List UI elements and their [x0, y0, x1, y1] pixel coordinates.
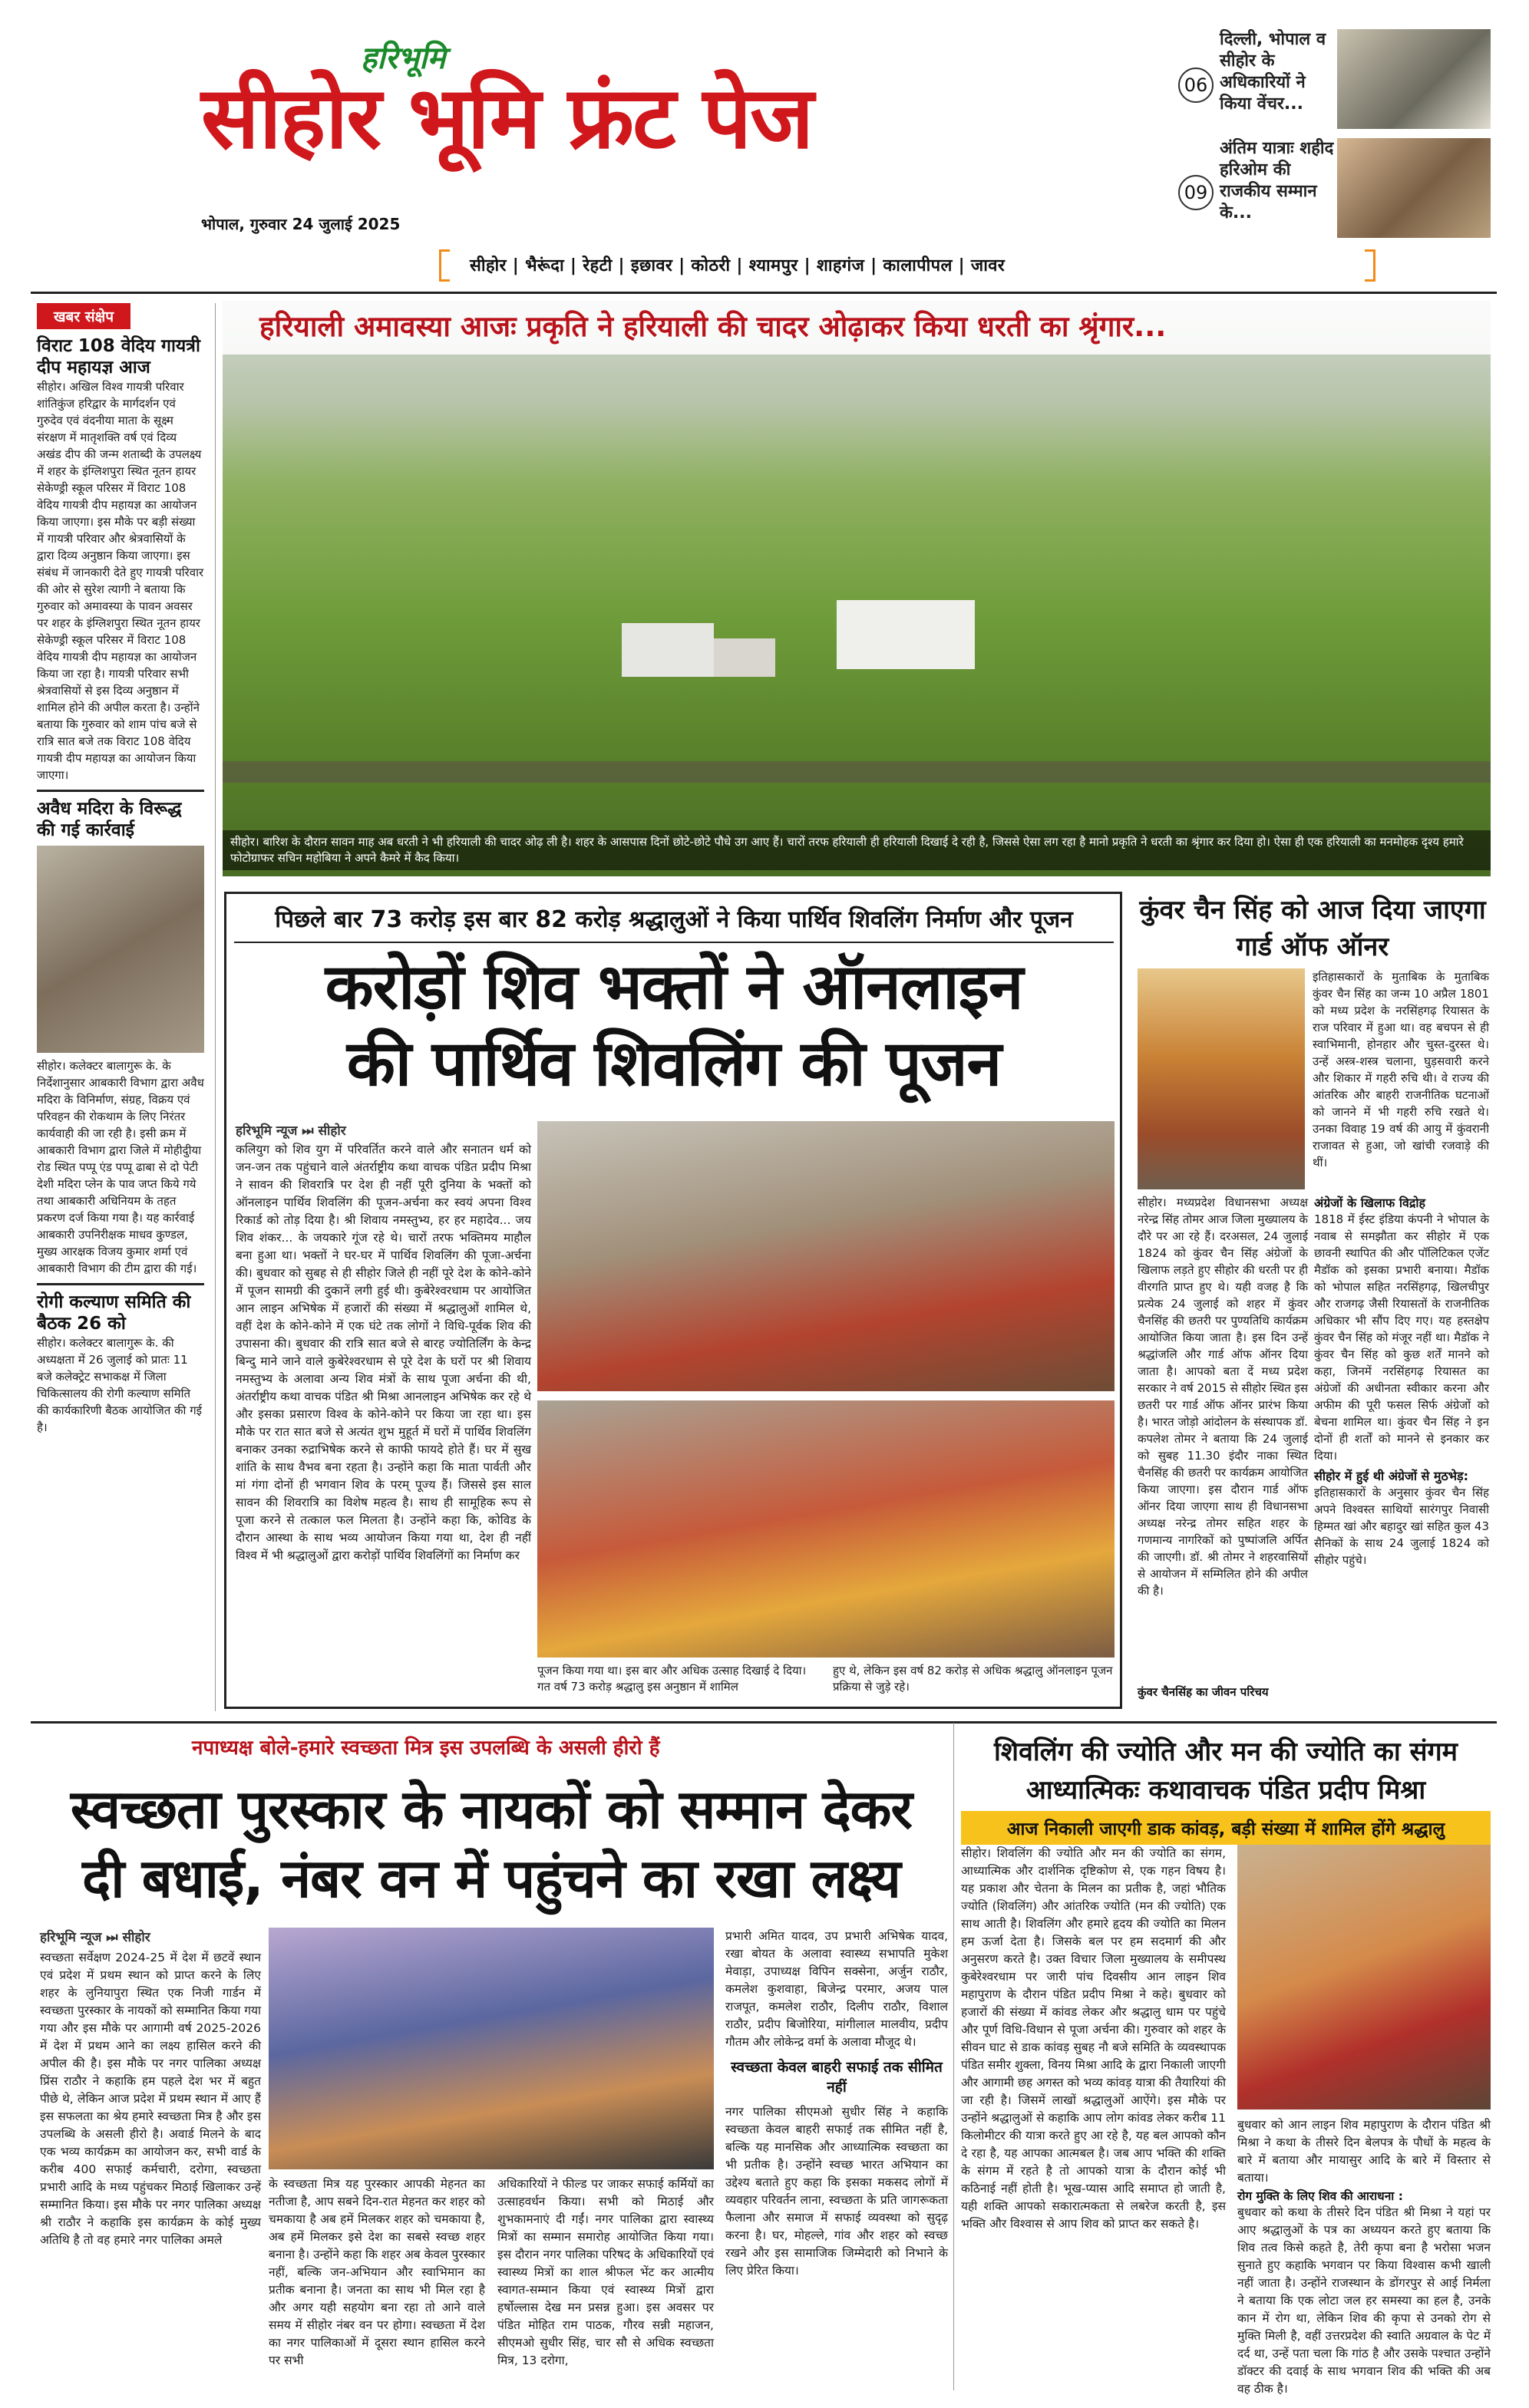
kunwar-side-text: इतिहासकारों के मुताबिक के मुताबिक कुंवर चैन सिंह का जन्म 10 अप्रैल 1801 को मध्य प्रदेश के नरसिंहगढ़ रियासत के राज परिवार में हुआ था। वह बचपन से ही स्वाभिमानी, होनहार और चुस्त-दुरस्त थे। उन्हें अस्त्र-शस्त्र चलाना, घुड़सवारी करने और शिकार में गहरी रुचि थी। वे राज्य की आंतरिक और बाहरी राजनीतिक घटनाओं को जानने में भी गहरी रुचि रखते थे। उनका विवाह 19 वर्ष की आयु में कुंवरानी राजावत से हुआ, जो खांची रजवाड़े की थीं। [1313, 970, 1489, 1169]
kunwar-right-text-2: इतिहासकारों के अनुसार कुंवर चैन सिंह अपने विश्वस्त साथियों सारंगपुर निवासी हिम्मत खां और बहादुर खां सहित कुल 43 सैनिकों के साथ 24 जुलाई 1824 को सीहोर पहुंचे। [1314, 1486, 1489, 1567]
swachh-subhead: स्वच्छता केवल बाहरी सफाई तक सीमित नहीं [731, 2059, 943, 2096]
brief-3-headline: रोगी कल्याण समिति की बैठक 26 को [37, 1292, 191, 1334]
section-rule [31, 1721, 1497, 1724]
strip-rule [234, 942, 1114, 943]
cities-bracket-left [439, 249, 450, 282]
swachh-col-3: अधिकारियों ने फील्ड पर जाकर सफाई कर्मियों का उत्साहवर्धन किया। सभी को मिठाई और शुभकामनाएं दी गईं। नगर पालिका द्वारा स्वास्थ्य मित्रों का सम्मान समारोह आयोजित किया गया। इस दौरान नगर पालिका परिषद के अधिकारियों एवं स्वास्थ्य मित्रों का शाल श्रीफल भेंट कर आत्मीय स्वागत-सम्मान किया एवं स्वास्थ्य मित्रों द्वारा हर्षोल्लास देख मन प्रसन्न हुआ। इस अवसर पर पंडित मोहित राम पाठक, गौरव सन्नी महाजन, सीएमओ सुधीर सिंह, चार सौ से अधिक स्वच्छता मित्र, 13 दरोगा, [497, 2177, 714, 2367]
greenery-photo [223, 301, 1491, 876]
kunwar-headline: कुंवर चैन सिंह को आज दिया जाएगा गार्ड ऑफ ऑनर [1139, 895, 1486, 962]
column-rule [215, 303, 216, 1711]
swachh-headline-2: दी बधाई, नंबर वन में पहुंचने का रखा लक्ष्य [82, 1847, 900, 1910]
pradeep-col-2-wrap [1237, 2116, 1491, 2398]
column-rule [953, 1723, 954, 2390]
main-photo-caption-2: हुए थे, लेकिन इस वर्ष 82 करोड़ से अधिक श्रद्धालु ऑनलाइन पूजन प्रक्रिया से जुड़े रहे। [833, 1664, 1113, 1694]
teaser-1-text: दिल्ली, भोपाल व सीहोर के अधिकारियों ने किया वेंचर... [1220, 30, 1326, 114]
teaser-2[interactable] [1178, 138, 1336, 239]
main-headline-1: करोड़ों शिव भक्तों ने ऑनलाइन [325, 951, 1023, 1024]
kunwar-subhead: अंग्रेजों के खिलाफ विद्रोह [1314, 1196, 1425, 1210]
page-title: सीहोर भूमि फ्रंट पेज [201, 68, 813, 168]
building-shape [622, 623, 714, 677]
kunwar-right-column [1314, 1194, 1489, 1568]
teaser-2-text: अंतिम यात्राः शहीद हरिओम की राजकीय सम्मान के... [1220, 139, 1334, 223]
brief-1-body: सीहोर। अखिल विश्व गायत्री परिवार शांतिकुंज हरिद्वार के मार्गदर्शन एवं गुरुदेव एवं वंदनीया माता के सूक्ष्म संरक्षण में मातृशक्ति वर्ष एवं दिव्य अखंड दीप की जन्म शताब्दी के उपलक्ष्य में शहर के इंग्लिशपुरा स्थित नूतन हायर सेकेण्ड्री स्कूल परिसर में विराट 108 वेदिय गायत्री दीप महायज्ञ का आयोजन किया जाएगा। इस मौके पर बड़ी संख्या में गायत्री परिवार और श्रेत्रवासियों के द्वारा दिव्य अनुष्ठान किया जाएगा। इस संबंध में जानकारी देते हुए गायत्री परिवार की ओर से सुरेश त्यागी ने बताया कि गुरुवार को अमावस्या के पावन अवसर पर शहर के इंग्लिशपुरा स्थित नूतन हायर सेकेण्ड्री स्कूल परिसर में विराट 108 वेदिय गायत्री दीप महायज्ञ का आयोजन किया जा रहा है। गायत्री परिवार सभी श्रेत्रवासियों से इस दिव्य अनुष्ठान में शामिल होने की अपील करता है। उन्होंने बताया कि गुरुवार को शाम पांच बजे से रात्रि सात बजे तक विराट 108 वेदिय गायत्री दीप महायज्ञ का आयोजन किया जाएगा। [37, 380, 204, 782]
swachh-col-4: प्रभारी अमित यादव, उप प्रभारी अभिषेक यादव, रखा बोयत के अलावा स्वास्थ्य सभापति मुकेश मेवाड़ा, उपाध्यक्ष विपिन सक्सेना, अर्जुन राठौर, कमलेश कुशवाहा, बिजेन्द्र परमार, अजय पाल राजपूत, कमलेश राठौर, दिलीप राठौर, विशाल राठौर, प्रदीप बिजोरिया, मांगीलाल मालवीय, प्रदीप गौतम और लोकेन्द्र वर्मा के अलावा मौजूद थे। [725, 1929, 948, 2049]
teaser-1[interactable] [1178, 29, 1336, 130]
pradeep-yellow-bar: आज निकाली जाएगी डाक कांवड़, बड़ी संख्या में शामिल होंगे श्रद्धालु [961, 1811, 1491, 1845]
pradeep-col-1: सीहोर। शिवलिंग की ज्योति और मन की ज्योति का संगम, आध्यात्मिक और दार्शनिक दृष्टिकोण से, एक गहन विषय है। यह प्रकाश और चेतना के मिलन का प्रतीक है, जहां भौतिक ज्योति (शिवलिंग) और आंतरिक ज्योति (मन की ज्योति) एक साथ आती है। शिवलिंग और हमारे हृदय की ज्योति का मिलन हम ऊर्जा देता है। जिसके बल पर हम सदमार्ग की और अनुसरण करते है। उक्त विचार जिला मुख्यालय के समीपस्थ कुबेरेश्वरधाम पर जारी पांच दिवसीय आन लाइन शिव महापुराण के दौरान पंडित प्रदीप मिश्रा ने कहे। बुधवार को हजारों की संख्या में कांवड लेकर और श्रद्धालु धाम पर पहुंचे और पूर्ण विधि-विधान से पूजा अर्चना की। गुरुवार को शहर के सीवन घाट से डाक कांवड़ सुबह नौ बजे समिति के व्यवस्थापक पंडित समीर शुक्ला, विनय मिश्रा आदि के द्वारा निकाली जाएगी और आगामी छह अगस्त को भव्य कांवड़ यात्रा की तैयारियां की जा रही है। जिसमें लाखों श्रद्धालुओं आऐंगे। इस मौके पर उन्होंने श्रद्धालुओं से कहाकि आप लोग कांवड लेकर करीब 11 किलोमीटर की यात्रा करते हुए आ रहे है, यह बल आपको कौन दे रहा है, यह आपका आत्मबल है। जब आप भक्ति की शक्ति के संगम में रहते है तो आपको यात्रा के दौरान कोई भी कठिनाई नहीं होती है। भूख-प्यास आदि समाप्त हो जाती है, यही शक्ति आपको सकारात्मकता से लबरेज करती है, इस भक्ति और विश्वास से आप शिव को प्राप्त कर सकते है। [961, 1846, 1226, 2231]
building-shape [714, 638, 775, 677]
brief-3-body: सीहोर। कलेक्टर बालागुरू के. की अध्यक्षता में 26 जुलाई को प्रातः 11 बजे कलेक्ट्रेट सभाकक्ष में जिला चिकित्सालय की रोगी कल्याण समिति की कार्यकारिणी बैठक आयोजित की गई है। [37, 1336, 203, 1434]
teaser-1-photo [1337, 29, 1491, 129]
building-shape [837, 600, 975, 669]
kunwar-subhead-2: सीहोर में हुई थी अंग्रेजों से मुठभेड़: [1314, 1469, 1469, 1483]
swachh-byline: हरिभूमि न्यूज ⏭ सीहोर [40, 1930, 150, 1945]
main-strip: पिछले बार 73 करोड़ इस बार 82 करोड़ श्रद्धालुओं ने किया पार्थिव शिवलिंग निर्माण और पूजन [275, 906, 1073, 933]
main-headline-2: की पार्थिव शिवलिंग की पूजन [346, 1028, 1002, 1100]
teaser-2-number: 09 [1178, 175, 1214, 210]
brief-divider [37, 790, 204, 792]
main-byline: हरिभूमि न्यूज ⏭ सीहोर [236, 1123, 346, 1139]
swachh-col-2: के स्वच्छता मित्र यह पुरस्कार आपकी मेहनत का नतीजा है, आप सबने दिन-रात मेहनत कर शहर को चमकाया है अब हमें मिलकर शहर को चमकाया है, अब हमें मिलकर इसे देश का सबसे स्वच्छ शहर बनाना है। उन्होंने कहा कि शहर अब केवल पुरस्कार नहीं, बल्कि जन-अभियान और स्वाभिमान का प्रतीक बनाना है। जनता का साथ भी मिल रहा है और अगर यही सहयोग बना रहा तो आने वाले समय में सीहोर नंबर वन पर होगा। स्वच्छता में देश का नगर पालिकाओं में दूसरा स्थान हासिल करने पर सभी [269, 2177, 485, 2367]
kunwar-photo-caption: कुंवर चैनसिंह का जीवन परिचय [1138, 1685, 1269, 1699]
swachh-col-4b: नगर पालिका सीएमओ सुधीर सिंह ने कहाकि स्वच्छता केवल बाहरी सफाई तक सीमित नहीं है, बल्कि यह मानसिक और आध्यात्मिक स्वच्छता का भी प्रतीक है। उन्होंने स्वच्छ भारत अभियान का उद्देश्य बताते हुए कहा कि इसका मकसद लोगों में व्यवहार परिवर्तन लाना, स्वच्छता के प्रति जागरूकता फैलाना और समाज में सफाई व्यवस्था को सुदृढ़ करना है। घर, मोहल्ले, गांव और शहर को स्वच्छ रखने और इस सामाजिक जिम्मेदारी को निभाने के लिए प्रेरित किया। [725, 2105, 948, 2278]
pradeep-col-2: बुधवार को आन लाइन शिव महापुराण के दौरान पंडित श्री मिश्रा ने कथा के तीसरे दिन बेलपत्र के पौधों के महत्व के बारे में बताया और मायासुर आदि के बारे में विस्तार से बताया। [1237, 2118, 1491, 2185]
brief-divider [37, 1283, 204, 1285]
brand-logo: हरिभूमि [361, 40, 446, 76]
railway-track [223, 761, 1491, 783]
teaser-1-number: 06 [1178, 68, 1214, 103]
left-column [37, 303, 204, 1723]
pradeep-headline: आध्यात्मिकः कथावाचक पंडित प्रदीप मिश्रा [1025, 1775, 1426, 1806]
brief-2-body: सीहोर। कलेक्टर बालागुरू के. के निर्देशानुसार आबकारी विभाग द्वारा अवैध मदिरा के विनिर्माण, संग्रह, विक्रय एवं परिवहन की रोकथाम के लिए निरंतर कार्यवाही की जा रही है। इसी क्रम में आबकारी विभाग द्वारा जिले में मोहीदुीया रोड स्थित पप्पू एंड पप्पू ढाबा से दो पेटी देशी मदिरा प्लेन के पाव जप्त किये गये तथा आबकारी अधिनियम के तहत प्रकरण दर्ज किया गया है। यह कार्रवाई आबकारी उपनिरीक्षक माधव कुण्डल, मुख्य आरक्षक विजय कुमार शर्मा एवं आबकारी विभाग की टीम द्वारा की गई। [37, 1059, 204, 1275]
main-photo-1 [537, 1121, 1115, 1391]
photo-caption: सीहोर। बारिश के दौरान सावन माह अब धरती ने भी हरियाली की चादर ओढ़ ली है। शहर के आसपास दिनों छोटे-छोटे पौधे उग आए हैं। चारों तरफ हरियाली ही हरियाली दिखाई दे रही है, जिससे ऐसा लग रहा है मानो प्रकृति ने धरती का श्रृंगार कर दिया हो। ऐसा ही एक हरियाली का मनमोहक दृश्य हमारे फोटोग्राफर सचिन महोबिया ने अपने कैमरे में कैद किया। [223, 830, 1491, 870]
swachh-photo [269, 1928, 714, 2169]
kunwar-photo [1138, 968, 1305, 1189]
kunwar-left-text: सीहोर। मध्यप्रदेश विधानसभा अध्यक्ष नरेन्द्र सिंह तोमर आज जिला मुख्यालय के दौरे पर आ रहे हैं। दरअसल, 24 जुलाई 1824 को कुंवर चैन सिंह अंग्रेजों के खिलाफ लड़ते हुए सीहोर की धरती पर ही वीरगति प्राप्त हुए थे। यही वजह है कि प्रत्येक 24 जुलाई को शहर में कुंवर चैनसिंह की छतरी पर पुण्यतिथि कार्यक्रम आयोजित किया जाता है। इस दिन उन्हें श्रद्धांजलि और गार्ड ऑफ ऑनर दिया जाता है। आपको बता दें मध्य प्रदेश सरकार ने वर्ष 2015 से सीहोर स्थित इस छतरी पर गार्ड ऑफ ऑनर प्रारंभ किया है। भारत जोड़ो आंदोलन के संस्थापक डॉ. कपलेश तोमर ने बताया कि 24 जुलाई को सुबह 11.30 इंदौर नाका स्थित चैनसिंह की छतरी पर कार्यक्रम आयोजित किया जाएगा। इस दौरान गार्ड ऑफ ऑनर दिया जाएगा साथ ही विधानसभा अध्यक्ष नरेन्द्र तोमर सहित शहर के गणमान्य नागरिकों को पुष्पांजलि अर्पित की जाएगी। डॉ. श्री तोमर ने शहरवासियों से आयोजन में सम्मिलित होने की अपील की है। [1138, 1196, 1308, 1598]
swachh-col-4-wrap [725, 1928, 948, 2280]
brief-2-headline: अवैध मदिरा के विरूद्ध की गई कार्रवाई [37, 799, 182, 840]
kunwar-right-text: 1818 में ईस्ट इंडिया कंपनी ने भोपाल के नवाब से समझौता कर सीहोर में एक छावनी स्थापित की और पॉलिटिकल एजेंट मैडॉक को इसका प्रभारी बनाया। मैडॉक को भोपाल सहित नरसिंहगढ़, खिलचीपुर और राजगढ़ जैसी रियासतों के राजनीतिक अधिकार भी सौंप दिए गए। यह हस्तक्षेप कुंवर चैन सिंह को मंजूर नहीं था। मैडॉक ने कुंवर चैन सिंह को कुछ शर्तें मानने को कहा, जिनमें नरसिंहगढ़ रियासत का अंग्रेजों की अधीनता स्वीकार करना और अफीम की पूरी फसल सिर्फ अंग्रेजों को बेचना शामिल था। कुंवर चैन सिंह ने इन दोनों ही शर्तों को मानने से इनकार कर दिया। [1314, 1212, 1489, 1463]
brief-1-headline: विराट 108 वेदिय गायत्री दीप महायज्ञ आज [37, 336, 200, 378]
news-brief-tag: खबर संक्षेप [37, 303, 130, 329]
swachh-kicker: नपाध्यक्ष बोले-हमारे स्वच्छता मित्र इस उपलब्धि के असली हीरो हैं [192, 1737, 660, 1760]
main-body: कलियुग को शिव युग में परिवर्तित करने वाले और सनातन धर्म को जन-जन तक पहुंचाने वाले अंतर्राष्ट्रीय कथा वाचक पंडित प्रदीप मिश्रा ने सावन की शिवरात्रि पर देश ही नहीं पूरी दुनिया के भक्तों को ऑनलाइन पार्थिव शिवलिंग की पूजन-अर्चना कर स्वयं अपना विश्व रिकार्ड को तोड़ दिया है। श्री शिवाय नमस्तुभ्य, हर हर महादेव... जय शिव शंकर... के जयकारे गूंज रहे थे। चारों तरफ भक्तिमय माहौल बना हुआ था। भक्तों ने घर-घर में पार्थिव शिवलिंग की पूजा-अर्चना की। बुधवार को सुबह से ही सीहोर जिले ही नहीं पूरे देश के कोने-कोने में पूजन सामग्री की दुकानें लगी हुई थी। कुबेरेश्वरधाम पर आयोजित आन लाइन अभिषेक में हजारों की संख्या में श्रद्धालुओं शामिल थे, वहीं देश के कोने-कोने में एक घंटे तक लोगों ने विधि-पूर्वक शिव की उपासना की। बुधवार की रात्रि सात बजे से बारह ज्योतिर्लिंग के केन्द्र बिन्दु माने जाने वाले कुबेरेश्वरधाम से पूरे देश के घरों पर श्री शिवाय नमस्तुभ्य के अलावा अन्य शिव मंत्रों के साथ पूजा अर्चना की थी, अंतर्राष्ट्रीय कथा वाचक पंडित श्री मिश्रा आनलाइन अभिषेक कर रहे थे और इसका प्रसारण विश्व के कोने-कोने पर किया जा रहा था। इस मौके पर रात सात बजे से अत्यंत शुभ मुहूर्त में घरों में पार्थिव शिवलिंग बनाकर उनका रुद्राभिषेक करने से काफी फायदे होते हैं। घर में सुख शांति के साथ वैभव बना रहता है। उन्होंने कहा कि माता पार्वती और मां गंगा दोनों ही भगवान शिव के परम् पूज्य हैं। जिससे इस साल सावन की शिवरात्रि का विशेष महत्व है। साथ ही सामूहिक रूप से पूजा करने से तत्काल फल मिलता है। उन्होंने कहा कि, कोविड के दौरान आस्था के साथ भव्य आयोजन किया गया था, देश ही नहीं विश्व में भी श्रद्धालुओं द्वारा करोड़ों पार्थिव शिवलिंगों का निर्माण कर [236, 1143, 531, 1562]
swachh-col-1: स्वच्छता सर्वेक्षण 2024-25 में देश में छटवें स्थान एवं प्रदेश में प्रथम स्थान को प्राप्त करने के लिए शहर के लुनियापुरा स्थित एक निजी गार्डन में स्वच्छता पुरस्कार के नायकों को सम्मानित किया गया गया और इस मौके पर आगामी वर्ष 2025-2026 में देश में प्रथम आने का लक्ष्य हासिल करने की अपील की है। इस मौके पर नगर पालिका अध्यक्ष प्रिंस राठौर ने कहाकि हम पहले देश भर में बहुत पीछे थे, लेकिन आज प्रदेश में प्रथम स्थान में आए हैं इस सफलता का श्रेय हमारे स्वच्छता मित्र है और इस उपलब्धि के असली हीरो है। अवार्ड मिलने के बाद एक भव्य कार्यक्रम का आयोजन कर, सभी वार्ड के करीब 400 सफाई कर्मचारी, दरोगा, स्वच्छता प्रभारी आदि के मध्य पहुंचकर मिठाई खिलाकर उन्हें सम्मानित किया। इस मौके पर नगर पालिका अध्यक्ष श्री राठौर ने कहाकि इस कार्यक्रम के कोई मुख्य अतिथि है तो वह हमारे नगर पालिका अमले [40, 1951, 261, 2247]
masthead-rule [31, 292, 1497, 294]
brief-2-photo [37, 846, 204, 1053]
dateline: भोपाल, गुरुवार 24 जुलाई 2025 [201, 215, 401, 233]
pradeep-kicker: शिवलिंग की ज्योति और मन की ज्योति का संगम [994, 1737, 1458, 1767]
cities-bracket-right [1365, 249, 1375, 282]
swachh-headline-1: स्वच्छता पुरस्कार के नायकों को सम्मान देकर [70, 1778, 913, 1841]
teaser-2-photo [1337, 138, 1491, 238]
photo-banner: हरियाली अमावस्या आजः प्रकृति ने हरियाली की चादर ओढ़ाकर किया धरती का श्रृंगार... [259, 310, 1167, 343]
main-story-box [224, 892, 1122, 1709]
main-photo-caption-1: पूजन किया गया था। इस बार और अधिक उत्साह दिखाई दे दिया। गत वर्ष 73 करोड़ श्रद्धालु इस अनुष्ठान में शामिल [537, 1664, 807, 1694]
cities-list: सीहोर | भैरूंदा | रेहटी | इछावर | कोठरी | श्यामपुर | शाहगंज | कालापीपल | जावर [470, 256, 1006, 275]
pradeep-photo [1237, 1845, 1491, 2109]
pradeep-subhead: रोग मुक्ति के लिए शिव की आराधना : [1237, 2189, 1403, 2203]
main-photo-2 [537, 1400, 1115, 1658]
pradeep-col-2b: बुधवार को कथा के तीसरे दिन पंडित श्री मिश्रा ने यहां पर आए श्रद्धालुओं के पत्र का अध्ययन करते हुए बताया कि शिव तत्व किसे कहते है, तेरी कृपा बना है भरोसा भजन सुनाते हुए कहाकि भगवान पर किया विश्वास कभी खाली नहीं जाता है। उन्होंने राजस्थान के डोंगरपुर से आई निर्मला ने बताया कि एक लोटा जल हर समस्या का हल है, उनके कान में रोग था, लेकिन शिव की कृपा से उनको रोग से मुक्ति मिली है, वहीं उत्तरप्रदेश की स्वाति अग्रवाल के पेट में दर्द था, उन्हें पता चला कि गांठ है और उसके पश्चात उन्होंने डॉक्टर की दवाई के साथ भगवान शिव की भक्ति की अब वह ठीक है। [1237, 2205, 1491, 2396]
